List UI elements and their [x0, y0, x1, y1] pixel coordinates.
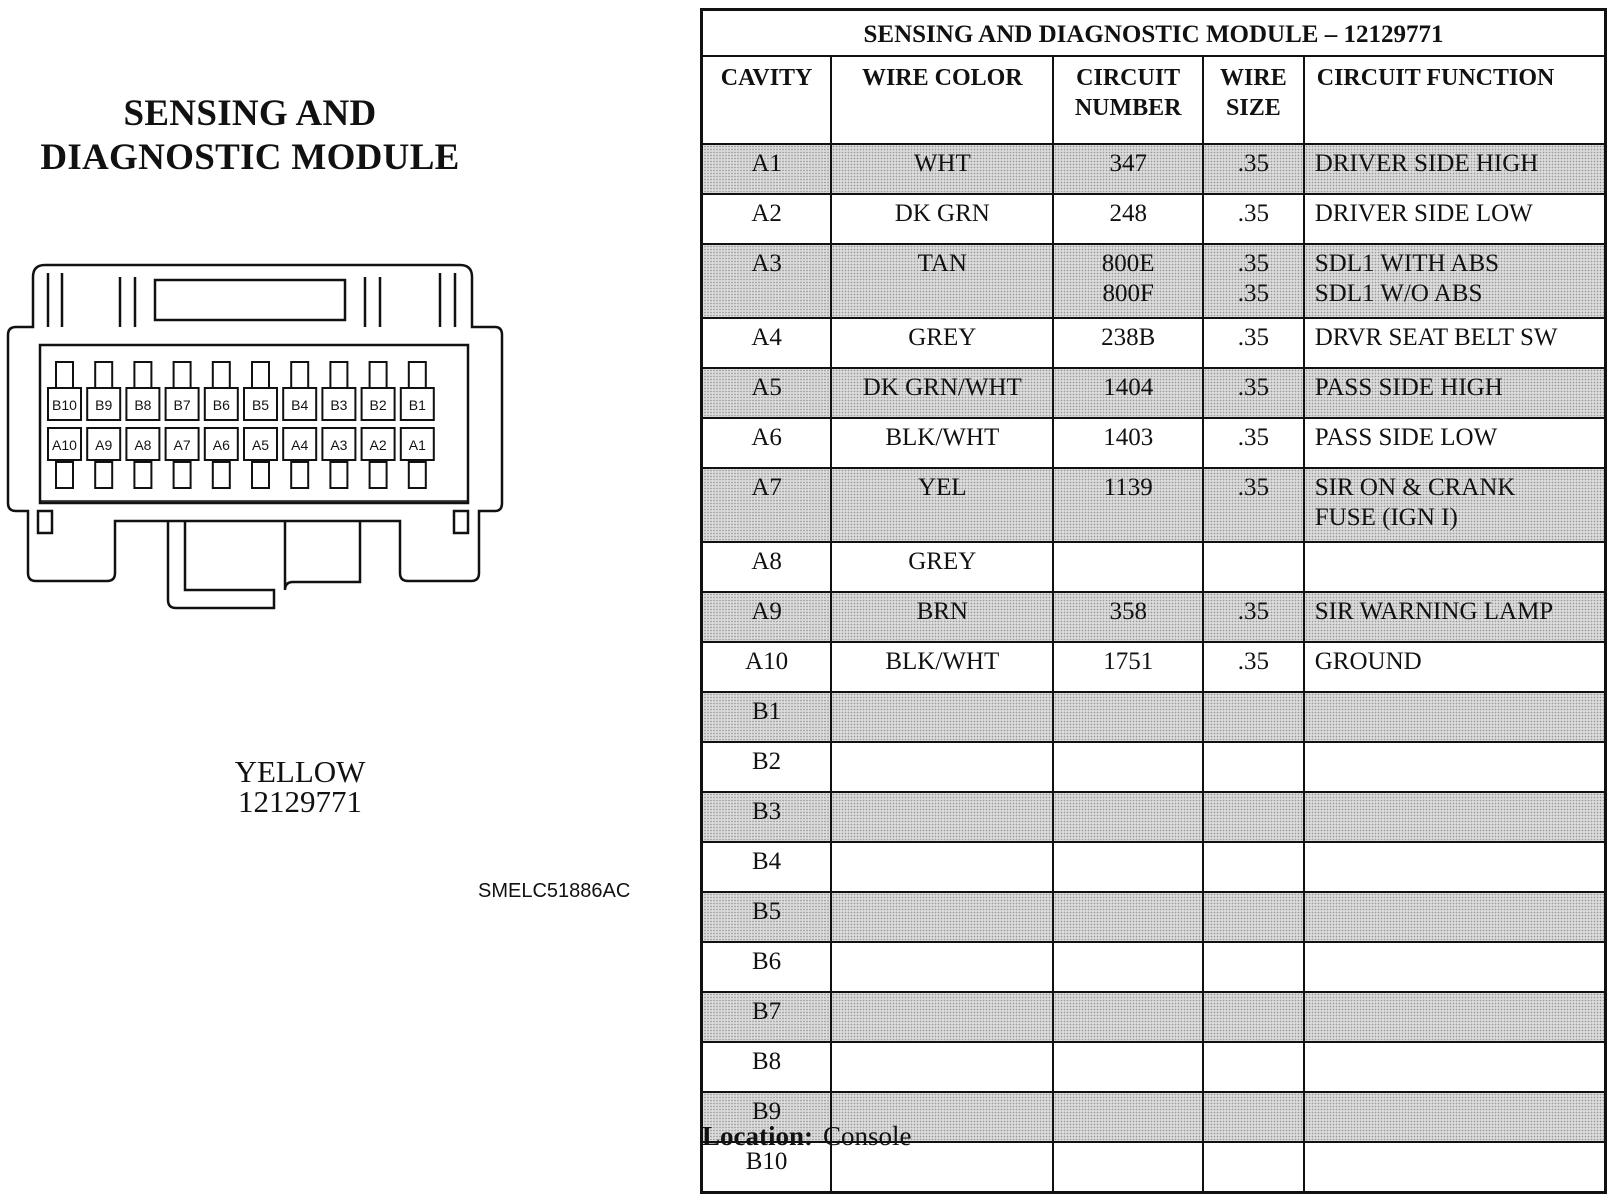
cell-wire-size: [1203, 992, 1304, 1042]
cell-wire-color: [831, 892, 1053, 942]
cell-wire-color: [831, 144, 1053, 194]
cell-wire-color: [831, 418, 1053, 468]
cell-wire-size-text: .35: [1237, 374, 1269, 401]
pin-label: B1: [408, 397, 426, 413]
cell-cavity-text: B5: [752, 898, 782, 925]
cell-wire-size: [1203, 244, 1304, 318]
connector-title-line1: SENSING AND: [123, 93, 377, 134]
cell-circuit-function: [1304, 194, 1606, 244]
cell-circuit-function: [1304, 942, 1606, 992]
cell-circuit-number: [1053, 842, 1203, 892]
cell-circuit-function: [1304, 542, 1606, 592]
pin-label: B6: [212, 397, 230, 413]
cell-wire-size-text: .35: [1237, 200, 1269, 227]
cell-wire-size: [1203, 468, 1304, 542]
cell-circuit-function: [1304, 468, 1606, 542]
cell-circuit-function-text: GROUND: [1314, 648, 1422, 675]
cell-circuit-function: [1304, 792, 1606, 842]
cell-cavity: [702, 692, 832, 742]
table-row: [702, 244, 1606, 318]
cell-wire-color: [831, 692, 1053, 742]
pin-label: B7: [173, 397, 191, 413]
location-line: [702, 1121, 912, 1152]
cell-circuit-function: [1304, 1092, 1606, 1142]
cell-wire-color: [831, 468, 1053, 542]
cell-cavity: [702, 792, 832, 842]
cell-circuit-number: [1053, 318, 1203, 368]
cell-cavity: [702, 468, 832, 542]
cell-circuit-function-text: PASS SIDE LOW: [1314, 424, 1498, 451]
cell-cavity-text: B6: [752, 948, 782, 975]
cell-circuit-function: [1304, 1142, 1606, 1193]
cell-circuit-function-text: DRVR SEAT BELT SW: [1314, 324, 1558, 351]
cell-circuit-number: [1053, 792, 1203, 842]
cell-cavity-text: A10: [745, 648, 789, 675]
cell-circuit-number: [1053, 892, 1203, 942]
pin-label: B8: [134, 397, 152, 413]
location-label: Location:: [702, 1121, 813, 1151]
cell-cavity: [702, 194, 832, 244]
header-circuit-number: [1053, 56, 1203, 144]
pin-label: A7: [173, 437, 191, 453]
table-row: [702, 942, 1606, 992]
header-cavity: CAVITY: [702, 56, 832, 144]
cell-wire-color: [831, 642, 1053, 692]
cell-wire-color: [831, 1042, 1053, 1092]
pin-label: B5: [251, 397, 270, 413]
pin-label: A8: [134, 437, 152, 453]
table-row: [702, 1042, 1606, 1092]
cell-wire-color-text: BLK/WHT: [885, 648, 1000, 675]
cell-circuit-function-text: PASS SIDE HIGH: [1314, 374, 1503, 401]
cell-circuit-number: [1053, 194, 1203, 244]
cell-circuit-number-text: 1404: [1103, 374, 1154, 401]
pin-label: A6: [212, 437, 230, 453]
table-row: [702, 642, 1606, 692]
pin-terminal: [95, 362, 112, 388]
cell-circuit-function: [1304, 244, 1606, 318]
pin-label: B2: [369, 397, 387, 413]
cell-circuit-function: [1304, 892, 1606, 942]
cell-circuit-function: [1304, 742, 1606, 792]
table-row: [702, 892, 1606, 942]
cell-cavity: [702, 368, 832, 418]
cell-circuit-function: [1304, 368, 1606, 418]
cell-circuit-number: [1053, 144, 1203, 194]
pin-terminal: [330, 362, 347, 388]
cell-wire-color-text: BLK/WHT: [885, 424, 1000, 451]
cell-cavity-text: A6: [751, 424, 782, 451]
cell-wire-size: [1203, 418, 1304, 468]
cell-wire-size: [1203, 1042, 1304, 1092]
cell-circuit-function: [1304, 418, 1606, 468]
pin-label: B4: [291, 397, 309, 413]
cell-wire-size-text: .35: [1237, 648, 1269, 675]
cell-wire-size: [1203, 542, 1304, 592]
cell-circuit-number-text: 358: [1109, 598, 1147, 625]
cell-wire-size-text: .35: [1237, 424, 1269, 451]
cell-circuit-number: [1053, 1092, 1203, 1142]
cell-wire-color: [831, 318, 1053, 368]
cell-wire-size-text: .35: [1237, 250, 1269, 277]
pin-terminal: [291, 362, 308, 388]
connector-label: [190, 754, 410, 819]
header-size-line2: SIZE: [1226, 95, 1281, 121]
pin-label: A10: [52, 437, 77, 453]
pin-terminal: [213, 362, 230, 388]
pin-terminal: [252, 362, 269, 388]
cell-cavity-text: A8: [751, 548, 782, 575]
cell-circuit-function: [1304, 592, 1606, 642]
cell-wire-color: [831, 742, 1053, 792]
cell-circuit-number: [1053, 592, 1203, 642]
pin-terminal: [213, 462, 230, 488]
cell-cavity-text: B3: [752, 798, 782, 825]
cell-cavity: [702, 542, 832, 592]
cell-circuit-number: [1053, 1142, 1203, 1193]
pin-terminal: [291, 462, 308, 488]
table-row: [702, 992, 1606, 1042]
cell-wire-size: [1203, 318, 1304, 368]
cell-circuit-number-text: 248: [1109, 200, 1147, 227]
cell-cavity-text: A9: [751, 598, 782, 625]
cell-wire-size: [1203, 642, 1304, 692]
table-title: SENSING AND DIAGNOSTIC MODULE – 12129771: [702, 10, 1606, 57]
cell-wire-color: [831, 792, 1053, 842]
table-row: [702, 468, 1606, 542]
pin-terminal: [134, 362, 151, 388]
cell-cavity: [702, 642, 832, 692]
cell-wire-color-text: WHT: [913, 150, 971, 177]
pin-label: A5: [251, 437, 270, 453]
pin-terminal: [174, 462, 191, 488]
pin-terminal: [409, 462, 426, 488]
cell-circuit-function: [1304, 1042, 1606, 1092]
cell-wire-color-text: GREY: [908, 548, 977, 575]
cell-wire-color: [831, 842, 1053, 892]
cell-wire-size-text: .35: [1237, 598, 1269, 625]
cell-cavity-text: A4: [751, 324, 782, 351]
cell-wire-size: [1203, 368, 1304, 418]
table-row: [702, 194, 1606, 244]
cell-wire-color: [831, 592, 1053, 642]
table-row: [702, 418, 1606, 468]
header-wire-color: WIRE COLOR: [831, 56, 1053, 144]
cell-cavity-text: B8: [752, 1048, 782, 1075]
cell-cavity-text: B4: [752, 848, 782, 875]
cell-circuit-number-text: 347: [1109, 150, 1147, 177]
cell-wire-color-text: DK GRN/WHT: [862, 374, 1022, 401]
pin-terminal: [370, 362, 387, 388]
cell-wire-color-text: BRN: [916, 598, 968, 625]
header-size-line1: WIRE: [1220, 65, 1287, 91]
cell-circuit-function: [1304, 642, 1606, 692]
cell-wire-color: [831, 992, 1053, 1042]
table-row: [702, 144, 1606, 194]
cell-circuit-function-text: SIR ON & CRANK: [1314, 474, 1516, 501]
cell-circuit-function-text: SIR WARNING LAMP: [1314, 598, 1554, 625]
cell-circuit-number: [1053, 368, 1203, 418]
cell-cavity: [702, 742, 832, 792]
cell-wire-size: [1203, 194, 1304, 244]
cell-circuit-number-text: 1751: [1103, 648, 1154, 675]
header-circuit-line1: CIRCUIT: [1076, 65, 1181, 91]
pin-label: B3: [330, 397, 348, 413]
cell-wire-size: [1203, 144, 1304, 194]
pin-label: A3: [330, 437, 348, 453]
cell-wire-color: [831, 368, 1053, 418]
cell-circuit-number: [1053, 418, 1203, 468]
connector-housing: [8, 265, 502, 581]
cell-cavity: [702, 244, 832, 318]
connector-part-number: 12129771: [238, 784, 362, 819]
pin-terminal: [409, 362, 426, 388]
cell-cavity-text: B1: [752, 698, 782, 725]
cell-wire-color-text: TAN: [917, 250, 967, 277]
cell-circuit-number: [1053, 942, 1203, 992]
cell-wire-size-text: .35: [1237, 324, 1269, 351]
cell-wire-size-text: .35: [1237, 150, 1269, 177]
pin-terminal: [134, 462, 151, 488]
cell-wire-size: [1203, 1142, 1304, 1193]
cell-wire-size: [1203, 1092, 1304, 1142]
cell-circuit-function-text: SDL1 WITH ABS: [1314, 250, 1500, 277]
cell-circuit-number: [1053, 244, 1203, 318]
pin-terminal: [252, 462, 269, 488]
cell-wire-size: [1203, 842, 1304, 892]
cell-circuit-function: [1304, 318, 1606, 368]
cell-cavity: [702, 842, 832, 892]
cell-wire-color-text: DK GRN: [894, 200, 990, 227]
pin-label: A1: [408, 437, 426, 453]
cell-wire-color: [831, 194, 1053, 244]
cell-cavity-text: A1: [751, 150, 782, 177]
cell-cavity-text: B10: [745, 1148, 788, 1175]
cell-cavity: [702, 942, 832, 992]
cell-circuit-number-text: 800F: [1102, 280, 1154, 307]
connector-title: [20, 92, 480, 180]
cell-circuit-function: [1304, 692, 1606, 742]
cell-wire-size: [1203, 792, 1304, 842]
header-circuit-line2: NUMBER: [1074, 95, 1182, 121]
cell-circuit-number: [1053, 992, 1203, 1042]
connector-color: YELLOW: [234, 754, 366, 789]
pin-terminal: [95, 462, 112, 488]
cell-wire-color: [831, 942, 1053, 992]
cell-cavity: [702, 592, 832, 642]
cell-cavity-text: A3: [751, 250, 782, 277]
cell-circuit-number: [1053, 692, 1203, 742]
cell-cavity: [702, 418, 832, 468]
pin-terminal: [330, 462, 347, 488]
pin-terminal: [174, 362, 191, 388]
table-row: [702, 368, 1606, 418]
table-row: [702, 542, 1606, 592]
cell-circuit-function-text: DRIVER SIDE LOW: [1314, 200, 1533, 227]
cell-wire-size: [1203, 692, 1304, 742]
cell-cavity-text: A5: [751, 374, 782, 401]
cell-circuit-number: [1053, 642, 1203, 692]
table-header-row: [702, 56, 1606, 144]
connector-title-line2: DIAGNOSTIC MODULE: [40, 137, 460, 178]
cell-wire-size-text: .35: [1237, 280, 1269, 307]
cell-wire-size-text: .35: [1237, 474, 1269, 501]
cell-circuit-number: [1053, 468, 1203, 542]
cell-circuit-function: [1304, 992, 1606, 1042]
cell-cavity: [702, 992, 832, 1042]
table-row: [702, 318, 1606, 368]
cell-wire-color-text: YEL: [917, 474, 967, 501]
cell-circuit-function-text: FUSE (IGN I): [1314, 504, 1458, 531]
pin-label: B10: [52, 397, 77, 413]
cell-cavity: [702, 318, 832, 368]
pinout-table: [700, 8, 1607, 1194]
table-row: [702, 592, 1606, 642]
cell-circuit-number-text: 1139: [1103, 474, 1153, 501]
cell-circuit-function-text: SDL1 W/O ABS: [1314, 280, 1483, 307]
cell-cavity: [702, 1042, 832, 1092]
pin-label: A2: [369, 437, 387, 453]
pin-terminal: [370, 462, 387, 488]
cell-cavity: [702, 144, 832, 194]
cell-cavity-text: A2: [751, 200, 782, 227]
cell-circuit-function: [1304, 144, 1606, 194]
cell-cavity-text: B7: [752, 998, 782, 1025]
cell-wire-color-text: GREY: [908, 324, 977, 351]
cell-wire-color: [831, 542, 1053, 592]
table-row: [702, 692, 1606, 742]
connector-diagram: [0, 255, 510, 635]
cell-cavity-text: A7: [751, 474, 782, 501]
table-row: [702, 842, 1606, 892]
table-row: [702, 792, 1606, 842]
cell-cavity-text: B9: [752, 1098, 782, 1125]
cell-circuit-number-text: 1403: [1103, 424, 1154, 451]
header-wire-size: [1203, 56, 1304, 144]
cell-wire-size: [1203, 942, 1304, 992]
cell-circuit-number: [1053, 742, 1203, 792]
location-value: Console: [823, 1121, 912, 1151]
pin-label: B9: [95, 397, 113, 413]
table-row: [702, 742, 1606, 792]
cell-cavity-text: B2: [752, 748, 782, 775]
cell-wire-size: [1203, 592, 1304, 642]
pin-label: A9: [95, 437, 113, 453]
cell-wire-color: [831, 244, 1053, 318]
cell-circuit-number: [1053, 1042, 1203, 1092]
cell-circuit-function-text: DRIVER SIDE HIGH: [1314, 150, 1539, 177]
cell-wire-size: [1203, 892, 1304, 942]
cell-cavity: [702, 892, 832, 942]
pin-terminal: [56, 462, 73, 488]
pin-label: A4: [291, 437, 309, 453]
cell-circuit-function: [1304, 842, 1606, 892]
cell-circuit-number-text: 800E: [1101, 250, 1155, 277]
figure-code: SMELC51886AC: [478, 880, 631, 902]
cell-circuit-number: [1053, 542, 1203, 592]
cell-circuit-number-text: 238B: [1101, 324, 1156, 351]
cell-wire-size: [1203, 742, 1304, 792]
pin-terminal: [56, 362, 73, 388]
header-circuit-function: CIRCUIT FUNCTION: [1304, 56, 1606, 144]
